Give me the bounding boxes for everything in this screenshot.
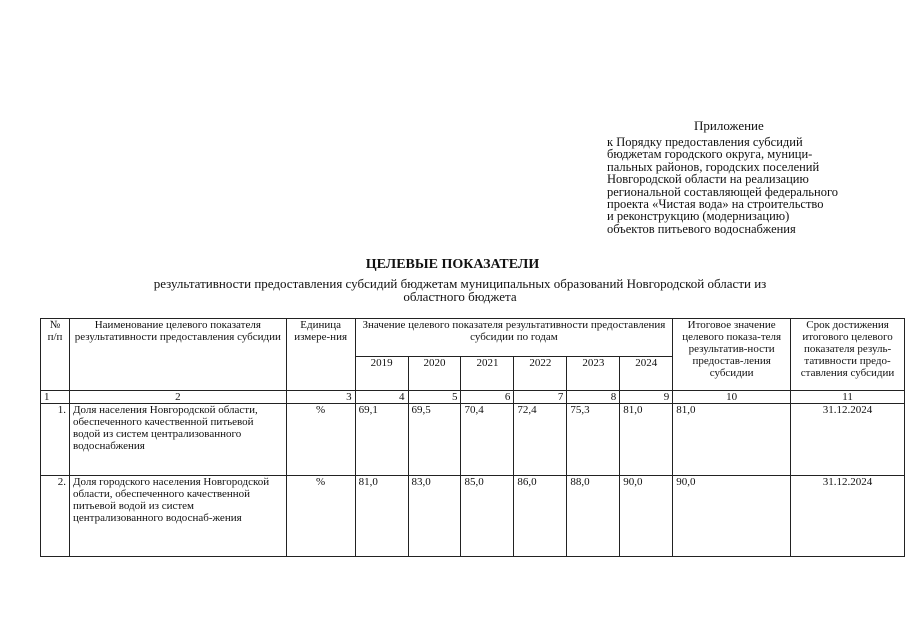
- appendix-line: бюджетам городского округа, муници-: [607, 147, 813, 162]
- year-value: 86,0: [514, 476, 567, 557]
- column-number: 10: [673, 391, 791, 404]
- header-final: Итоговое значение целевого показа-теля результатив-ности предостав-ления субсидии: [673, 319, 791, 391]
- document-subtitle: [100, 277, 820, 303]
- header-unit: Единица измере-ния: [286, 319, 355, 391]
- column-number: 4: [355, 391, 408, 404]
- appendix-line: региональной составляющей федерального: [607, 184, 839, 199]
- header-year: 2023: [567, 357, 620, 391]
- deadline-value: 31.12.2024: [791, 404, 905, 476]
- header-deadline: Срок достижения итогового целевого показателя резуль-тативности предо-ставления субсидии: [791, 319, 905, 391]
- column-numbers-row: [41, 391, 905, 404]
- year-value: 81,0: [620, 404, 673, 476]
- appendix-title: Приложение: [694, 118, 764, 133]
- column-number: 9: [620, 391, 673, 404]
- column-number: 7: [514, 391, 567, 404]
- appendix-line: пальных районов, городских поселений: [607, 159, 820, 174]
- appendix-line: Новгородской области на реализацию: [607, 172, 809, 187]
- header-year: 2021: [461, 357, 514, 391]
- year-value: 90,0: [620, 476, 673, 557]
- appendix-text: [607, 136, 872, 235]
- column-number: 8: [567, 391, 620, 404]
- unit-cell: %: [286, 404, 355, 476]
- header-year: 2022: [514, 357, 567, 391]
- appendix-line: объектов питьевого водоснабжения: [607, 221, 796, 236]
- appendix-line: и реконструкцию (модернизацию): [607, 209, 790, 224]
- header-year: 2020: [408, 357, 461, 391]
- year-value: 72,4: [514, 404, 567, 476]
- column-number: 6: [461, 391, 514, 404]
- header-name: Наименование целевого показателя результативности предоставления субсидии: [69, 319, 286, 391]
- table-row: [41, 404, 905, 476]
- table-row: [41, 476, 905, 557]
- deadline-value: 31.12.2024: [791, 476, 905, 557]
- year-value: 75,3: [567, 404, 620, 476]
- header-values-group: Значение целевого показателя результативности предоставления субсидии по годам: [355, 319, 673, 357]
- subtitle-line-2: областного бюджета: [403, 289, 517, 304]
- column-number: 11: [791, 391, 905, 404]
- row-number: 2.: [41, 476, 70, 557]
- appendix-line: проекта «Чистая вода» на строительство: [607, 197, 824, 212]
- header-year: 2024: [620, 357, 673, 391]
- document-title: ЦЕЛЕВЫЕ ПОКАЗАТЕЛИ: [365, 257, 540, 272]
- row-number: 1.: [41, 404, 70, 476]
- header-num: № п/п: [41, 319, 70, 391]
- column-number: 2: [69, 391, 286, 404]
- column-number: 5: [408, 391, 461, 404]
- final-value: 90,0: [673, 476, 791, 557]
- year-value: 70,4: [461, 404, 514, 476]
- header-year: 2019: [355, 357, 408, 391]
- subtitle-line-1: результативности предоставления субсидий бюджетам муниципальных образований Новгородской области из: [153, 276, 767, 291]
- year-value: 69,1: [355, 404, 408, 476]
- indicators-table: [40, 318, 905, 557]
- unit-cell: %: [286, 476, 355, 557]
- final-value: 81,0: [673, 404, 791, 476]
- indicator-name: Доля городского населения Новгородской области, обеспеченного качественной питьевой водой из систем централизованного водоснаб-жения: [69, 476, 286, 557]
- year-value: 81,0: [355, 476, 408, 557]
- column-number: 3: [286, 391, 355, 404]
- year-value: 85,0: [461, 476, 514, 557]
- year-value: 88,0: [567, 476, 620, 557]
- year-value: 69,5: [408, 404, 461, 476]
- indicator-name: Доля населения Новгородской области, обеспеченного качественной питьевой водой из систем централизованного водоснабжения: [69, 404, 286, 476]
- year-value: 83,0: [408, 476, 461, 557]
- header-row-1: [41, 319, 905, 357]
- appendix-line: к Порядку предоставления субсидий: [607, 135, 803, 149]
- column-number: 1: [41, 391, 70, 404]
